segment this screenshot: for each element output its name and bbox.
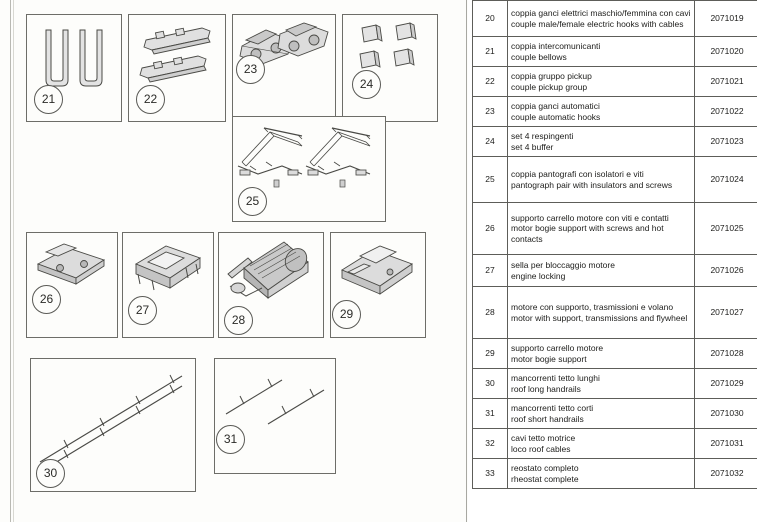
figure-art-29 [334, 240, 422, 306]
figure-label-21: 21 [34, 85, 63, 114]
part-description [508, 399, 695, 429]
description-en: pantograph pair with insulators and screws [511, 179, 673, 190]
figure-label-27: 27 [128, 296, 157, 325]
part-description [508, 67, 695, 97]
description-en: roof long handrails [511, 383, 581, 394]
parts-table-body [473, 1, 757, 489]
description-en: couple pickup group [511, 81, 588, 92]
description-it: cavi tetto motrice [511, 433, 576, 444]
part-number: 31 [473, 399, 508, 429]
part-description [508, 157, 695, 203]
part-number: 30 [473, 369, 508, 399]
figure-label-22: 22 [136, 85, 165, 114]
part-code: 2071026 [695, 255, 757, 287]
parts-table-panel [468, 0, 757, 522]
part-number: 28 [473, 287, 508, 339]
part-number: 29 [473, 339, 508, 369]
table-row[interactable] [473, 369, 757, 399]
description-en: motor bogie support with screws and hot contacts [511, 223, 664, 244]
part-code: 2071024 [695, 157, 757, 203]
part-number: 20 [473, 1, 508, 37]
part-description [508, 459, 695, 489]
figure-label-28: 28 [224, 306, 253, 335]
description-en: couple male/female electric hooks with cables [511, 18, 684, 29]
sheet-edge-line [10, 0, 11, 522]
description-it: coppia ganci automatici [511, 101, 600, 112]
part-code: 2071031 [695, 429, 757, 459]
table-row[interactable] [473, 203, 757, 255]
table-row[interactable] [473, 255, 757, 287]
part-code: 2071028 [695, 339, 757, 369]
description-it: coppia intercomunicanti [511, 41, 601, 52]
part-code: 2071025 [695, 203, 757, 255]
part-code: 2071023 [695, 127, 757, 157]
part-description [508, 203, 695, 255]
figure-art-25 [236, 122, 382, 190]
figure-label-30: 30 [36, 459, 65, 488]
part-code: 2071021 [695, 67, 757, 97]
part-description [508, 97, 695, 127]
table-row[interactable] [473, 459, 757, 489]
table-row[interactable] [473, 399, 757, 429]
figure-art-27 [126, 240, 210, 302]
part-number: 24 [473, 127, 508, 157]
figure-label-25: 25 [238, 187, 267, 216]
part-number: 26 [473, 203, 508, 255]
part-number: 25 [473, 157, 508, 203]
figure-art-28 [222, 238, 320, 314]
table-row[interactable] [473, 67, 757, 97]
table-row[interactable] [473, 287, 757, 339]
part-code: 2071027 [695, 287, 757, 339]
part-code: 2071020 [695, 37, 757, 67]
description-it: coppia gruppo pickup [511, 71, 592, 82]
part-code: 2071019 [695, 1, 757, 37]
part-description [508, 1, 695, 37]
description-it: sella per bloccaggio motore [511, 260, 615, 271]
part-description [508, 339, 695, 369]
parts-table [472, 0, 757, 489]
description-it: supporto carrello motore [511, 343, 604, 354]
description-en: couple bellows [511, 51, 567, 62]
part-number: 22 [473, 67, 508, 97]
table-row[interactable] [473, 157, 757, 203]
description-en: loco roof cables [511, 443, 571, 454]
part-code: 2071032 [695, 459, 757, 489]
part-description [508, 429, 695, 459]
description-en: motor bogie support [511, 353, 587, 364]
part-description [508, 287, 695, 339]
description-en: set 4 buffer [511, 141, 554, 152]
description-it: mancorrenti tetto corti [511, 403, 594, 414]
description-it: supporto carrello motore con viti e contatti [511, 212, 669, 223]
description-it: mancorrenti tetto lunghi [511, 373, 600, 384]
part-number: 21 [473, 37, 508, 67]
description-en: couple automatic hooks [511, 111, 601, 122]
table-row[interactable] [473, 97, 757, 127]
description-it: reostato completo [511, 463, 579, 474]
table-row[interactable] [473, 1, 757, 37]
description-it: coppia ganci elettrici maschio/femmina con cavi [511, 8, 691, 19]
part-number: 27 [473, 255, 508, 287]
part-number: 33 [473, 459, 508, 489]
table-row[interactable] [473, 127, 757, 157]
figure-art-30 [34, 364, 192, 476]
part-description [508, 127, 695, 157]
sheet-edge-line-secondary [13, 0, 14, 522]
description-it: set 4 respingenti [511, 131, 574, 142]
part-description [508, 37, 695, 67]
part-code: 2071030 [695, 399, 757, 429]
table-row[interactable] [473, 37, 757, 67]
figure-label-24: 24 [352, 70, 381, 99]
panel-divider [466, 0, 467, 522]
description-en: rheostat complete [511, 473, 579, 484]
figure-label-26: 26 [32, 285, 61, 314]
part-number: 32 [473, 429, 508, 459]
part-number: 23 [473, 97, 508, 127]
part-description [508, 369, 695, 399]
part-description [508, 255, 695, 287]
figure-label-31: 31 [216, 425, 245, 454]
description-en: engine locking [511, 270, 566, 281]
description-it: coppia pantografi con isolatori e viti [511, 169, 644, 180]
table-row[interactable] [473, 429, 757, 459]
description-en: motor with support, transmissions and flywheel [511, 312, 688, 323]
part-code: 2071022 [695, 97, 757, 127]
table-row[interactable] [473, 339, 757, 369]
figure-label-29: 29 [332, 300, 361, 329]
part-code: 2071029 [695, 369, 757, 399]
description-it: motore con supporto, trasmissioni e volano [511, 302, 674, 313]
figure-label-23: 23 [236, 55, 265, 84]
description-en: roof short handrails [511, 413, 584, 424]
